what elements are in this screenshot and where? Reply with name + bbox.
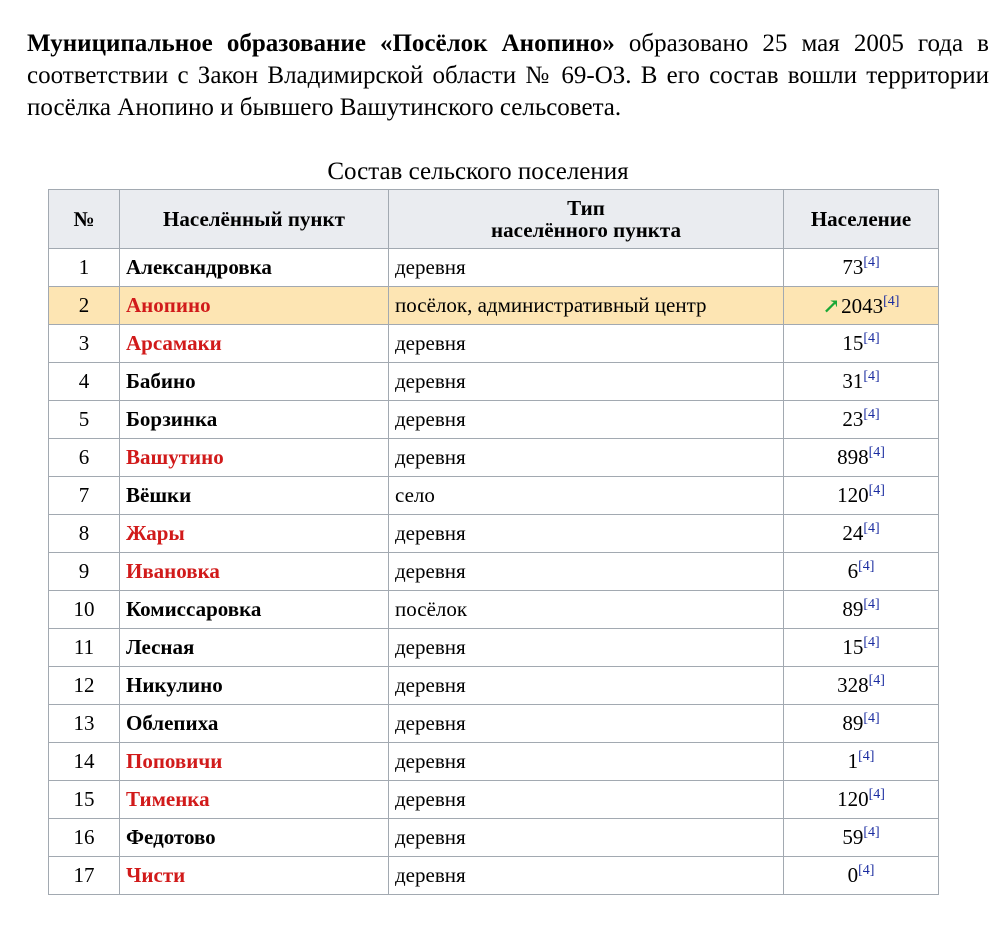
- table-row: [49, 401, 939, 439]
- row-number: 10: [49, 591, 120, 629]
- reference-link[interactable]: [4]: [858, 559, 875, 574]
- settlement-name-link[interactable]: Никулино: [120, 667, 389, 705]
- settlement-name-link[interactable]: Жары: [120, 515, 389, 553]
- row-number: 16: [49, 819, 120, 857]
- table-row: [49, 667, 939, 705]
- table-row: [49, 819, 939, 857]
- population-value: 6: [847, 559, 859, 583]
- row-number: 13: [49, 705, 120, 743]
- reference-link[interactable]: [4]: [868, 787, 885, 802]
- intro-text: образовано 25 мая 2005 года в соответствии с Закон Владимирской области № 69-ОЗ. В его состав вошли территории посёлка Анопино и бывшего Вашутинского сельсовета.: [27, 30, 989, 121]
- settlement-type: село: [389, 477, 784, 515]
- population-value: 0: [847, 863, 859, 887]
- population-cell: [784, 819, 939, 857]
- population-cell: [784, 553, 939, 591]
- table-row: [49, 591, 939, 629]
- settlement-type: деревня: [389, 553, 784, 591]
- settlement-type: деревня: [389, 667, 784, 705]
- settlement-name-link[interactable]: Комиссаровка: [120, 591, 389, 629]
- table-body: [49, 249, 939, 895]
- settlement-type: деревня: [389, 857, 784, 895]
- settlement-name-link[interactable]: Тименка: [120, 781, 389, 819]
- header-settlement[interactable]: Населённый пункт: [120, 190, 389, 249]
- settlement-type: деревня: [389, 819, 784, 857]
- reference-link[interactable]: [4]: [863, 407, 880, 422]
- settlement-name-link[interactable]: Ивановка: [120, 553, 389, 591]
- settlement-name-link[interactable]: Бабино: [120, 363, 389, 401]
- settlement-type: деревня: [389, 781, 784, 819]
- population-cell: [784, 857, 939, 895]
- population-value: 23: [842, 407, 864, 431]
- header-type-line1: Тип: [567, 196, 605, 220]
- reference-link[interactable]: [4]: [858, 749, 875, 764]
- row-number: 5: [49, 401, 120, 439]
- population-cell: [784, 363, 939, 401]
- population-cell: [784, 325, 939, 363]
- population-cell: [784, 629, 939, 667]
- settlement-type: деревня: [389, 401, 784, 439]
- settlement-name-link[interactable]: Арсамаки: [120, 325, 389, 363]
- settlements-table: [48, 189, 939, 895]
- row-number: 7: [49, 477, 120, 515]
- population-value: 2043: [841, 293, 884, 318]
- table-row: [49, 325, 939, 363]
- settlement-name-link[interactable]: Вашутино: [120, 439, 389, 477]
- population-cell: [784, 515, 939, 553]
- row-number: 4: [49, 363, 120, 401]
- row-number: 9: [49, 553, 120, 591]
- table-row: [49, 287, 939, 325]
- population-value: 31: [842, 369, 864, 393]
- table-row: [49, 857, 939, 895]
- row-number: 15: [49, 781, 120, 819]
- population-value: 15: [842, 331, 864, 355]
- settlement-name-link[interactable]: Лесная: [120, 629, 389, 667]
- population-value: 898: [837, 445, 869, 469]
- population-cell: [784, 667, 939, 705]
- reference-link[interactable]: [4]: [868, 673, 885, 688]
- population-cell: [784, 781, 939, 819]
- row-number: 11: [49, 629, 120, 667]
- reference-link[interactable]: [4]: [863, 635, 880, 650]
- reference-link[interactable]: [4]: [868, 483, 885, 498]
- settlement-name-link[interactable]: Федотово: [120, 819, 389, 857]
- reference-link[interactable]: [4]: [863, 521, 880, 536]
- settlement-type: деревня: [389, 743, 784, 781]
- reference-link[interactable]: [4]: [863, 711, 880, 726]
- header-type-line2: населённого пункта: [491, 218, 681, 242]
- table-row: [49, 705, 939, 743]
- settlement-type: деревня: [389, 705, 784, 743]
- reference-link[interactable]: [4]: [863, 597, 880, 612]
- population-value: 1: [847, 749, 859, 773]
- population-cell: [784, 401, 939, 439]
- row-number: 14: [49, 743, 120, 781]
- header-population[interactable]: Население: [784, 190, 939, 249]
- header-number[interactable]: №: [49, 190, 120, 249]
- population-value: 59: [842, 825, 864, 849]
- row-number: 17: [49, 857, 120, 895]
- table-row: [49, 363, 939, 401]
- population-value: 120: [837, 483, 869, 507]
- reference-link[interactable]: [4]: [868, 445, 885, 460]
- reference-link[interactable]: [4]: [863, 331, 880, 346]
- table-caption: Состав сельского поселения: [327, 158, 629, 185]
- settlement-type: деревня: [389, 249, 784, 287]
- table-row: [49, 743, 939, 781]
- settlement-type: деревня: [389, 439, 784, 477]
- header-type[interactable]: [389, 190, 784, 249]
- table-row: [49, 553, 939, 591]
- population-cell: [784, 743, 939, 781]
- population-value: 73: [842, 255, 864, 279]
- row-number: 3: [49, 325, 120, 363]
- table-row: [49, 515, 939, 553]
- settlement-name-link[interactable]: Облепиха: [120, 705, 389, 743]
- population-cell: [784, 439, 939, 477]
- table-header-row: [49, 190, 939, 249]
- table-row: [49, 439, 939, 477]
- settlement-name-link[interactable]: Чисти: [120, 857, 389, 895]
- population-cell: [784, 705, 939, 743]
- settlement-type: посёлок, административный центр: [389, 287, 784, 325]
- settlement-name-link[interactable]: Поповичи: [120, 743, 389, 781]
- intro-paragraph: [27, 28, 989, 124]
- population-cell: [784, 591, 939, 629]
- table-row: [49, 249, 939, 287]
- reference-link[interactable]: [4]: [863, 369, 880, 384]
- population-cell: [784, 287, 939, 325]
- settlement-name-link[interactable]: Анопино: [120, 287, 389, 325]
- row-number: 12: [49, 667, 120, 705]
- trend-up-arrow-icon: ↗: [822, 293, 841, 318]
- row-number: 8: [49, 515, 120, 553]
- row-number: 6: [49, 439, 120, 477]
- population-value: 89: [842, 597, 864, 621]
- row-number: 1: [49, 249, 120, 287]
- population-value: 120: [837, 787, 869, 811]
- settlement-type: деревня: [389, 515, 784, 553]
- settlement-type: деревня: [389, 629, 784, 667]
- table-row: [49, 629, 939, 667]
- reference-link[interactable]: [4]: [858, 863, 875, 878]
- row-number: 2: [49, 287, 120, 325]
- population-value: 328: [837, 673, 869, 697]
- reference-link[interactable]: [4]: [863, 825, 880, 840]
- settlement-type: деревня: [389, 325, 784, 363]
- population-value: 15: [842, 635, 864, 659]
- settlement-name-link[interactable]: Борзинка: [120, 401, 389, 439]
- settlement-type: деревня: [389, 363, 784, 401]
- reference-link[interactable]: [4]: [883, 293, 900, 309]
- settlement-name-link[interactable]: Вёшки: [120, 477, 389, 515]
- population-value: 24: [842, 521, 864, 545]
- population-cell: [784, 477, 939, 515]
- reference-link[interactable]: [4]: [863, 255, 880, 270]
- intro-bold-title[interactable]: Муниципальное образование «Посёлок Анопино»: [27, 30, 615, 57]
- table-row: [49, 477, 939, 515]
- settlement-name-link[interactable]: Александровка: [120, 249, 389, 287]
- settlement-type: посёлок: [389, 591, 784, 629]
- population-value: 89: [842, 711, 864, 735]
- population-cell: [784, 249, 939, 287]
- table-row: [49, 781, 939, 819]
